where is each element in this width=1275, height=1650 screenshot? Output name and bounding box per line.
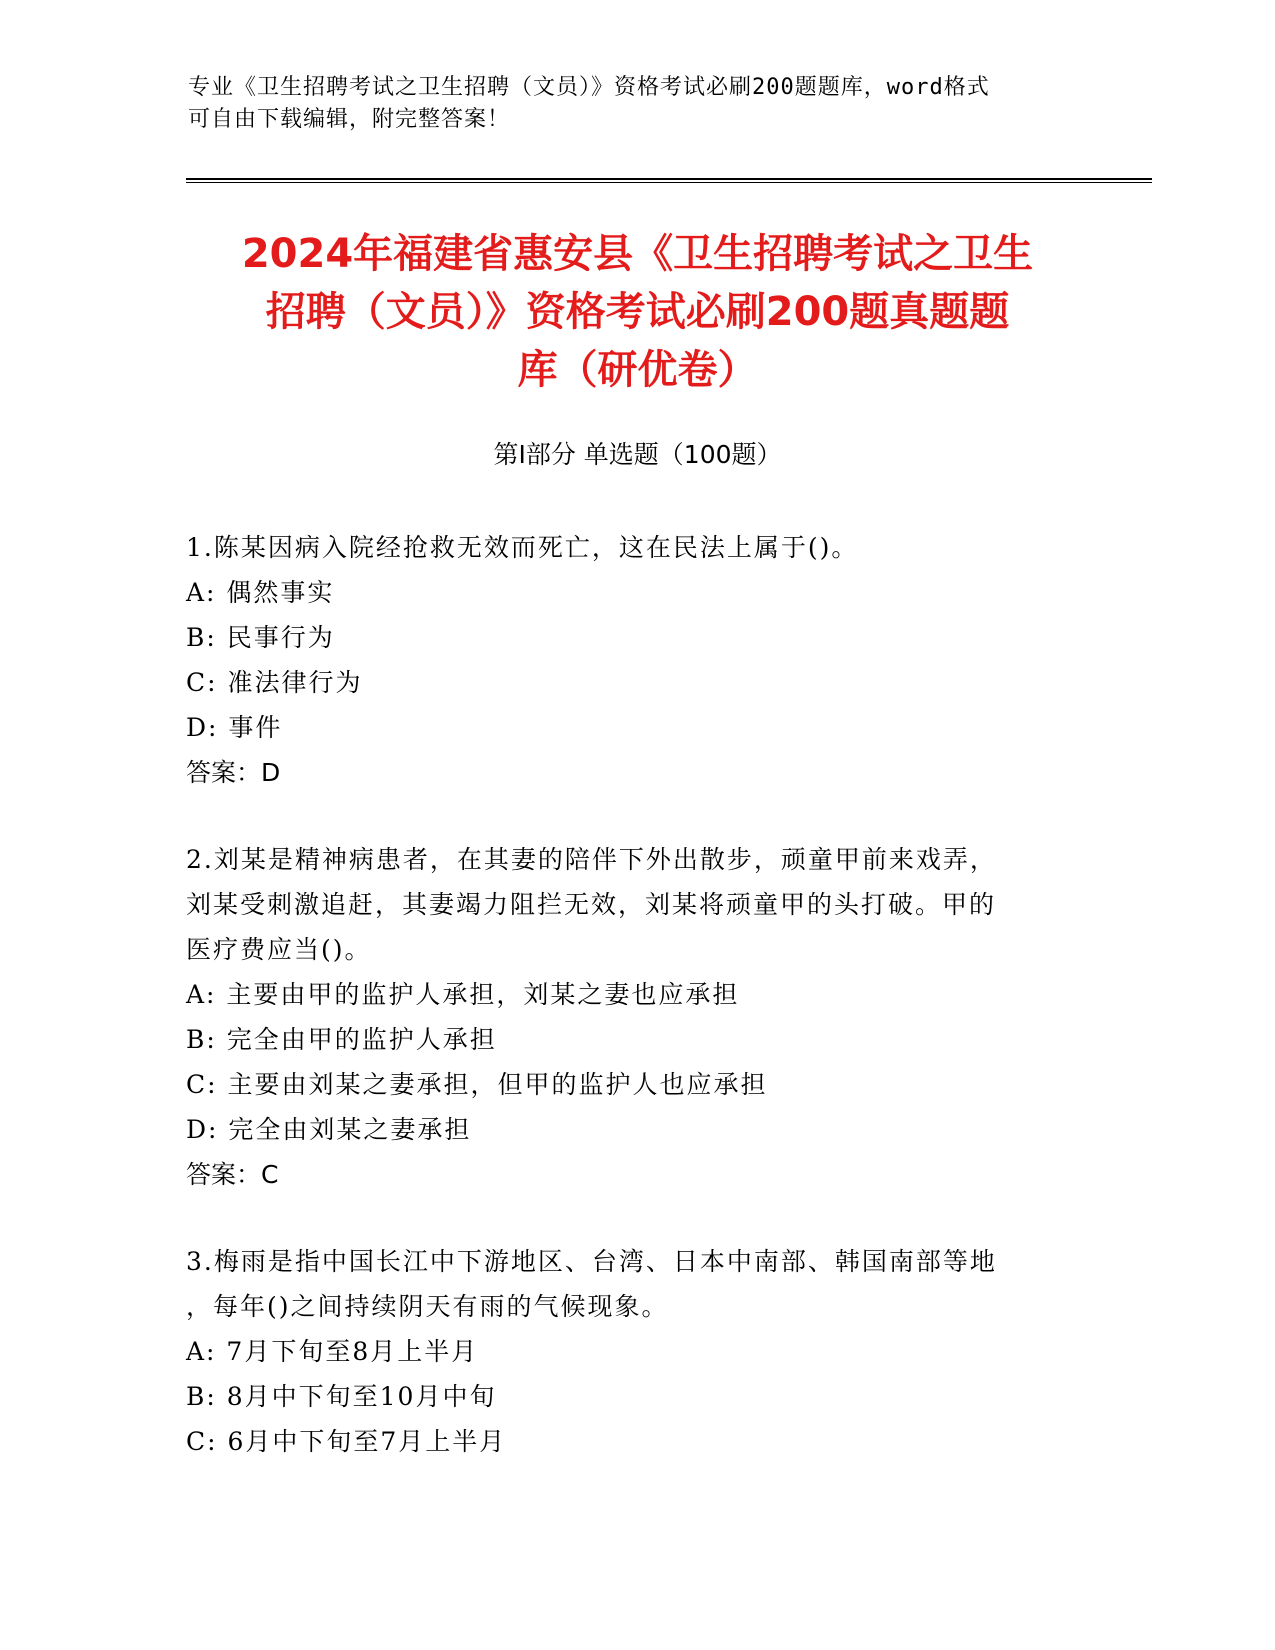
header-note-line: 专业《卫生招聘考试之卫生招聘（文员）》资格考试必刷200题题库，word格式 xyxy=(188,75,990,100)
question-text: 医疗费应当()。 xyxy=(186,935,372,964)
option-b: B: 完全由甲的监护人承担 xyxy=(186,1025,497,1054)
question-text: ，每年()之间持续阴天有雨的气候现象。 xyxy=(186,1292,669,1321)
question-text: 1.陈某因病入院经抢救无效而死亡，这在民法上属于()。 xyxy=(186,533,859,562)
header-note xyxy=(188,72,1088,136)
document-title-line: 招聘（文员）》资格考试必刷200题真题题 xyxy=(265,289,1010,335)
document-title-line: 2024年福建省惠安县《卫生招聘考试之卫生 xyxy=(241,231,1034,277)
option-a: A: 7月下旬至8月上半月 xyxy=(186,1337,479,1366)
option-c: C: 主要由刘某之妻承担，但甲的监护人也应承担 xyxy=(186,1070,768,1099)
question-3 xyxy=(186,1239,1086,1464)
header-note-line: 可自由下载编辑，附完整答案！ xyxy=(188,107,511,132)
header-divider xyxy=(186,178,1152,180)
answer: 答案：D xyxy=(186,758,281,787)
option-a: A: 偶然事实 xyxy=(186,578,335,607)
question-list xyxy=(186,525,1086,1506)
option-b: B: 8月中下旬至10月中旬 xyxy=(186,1382,497,1411)
option-d: D: 完全由刘某之妻承担 xyxy=(186,1115,472,1144)
header-divider-thin xyxy=(186,182,1152,183)
question-1 xyxy=(186,525,1086,795)
option-a: A: 主要由甲的监护人承担，刘某之妻也应承担 xyxy=(186,980,740,1009)
document-title xyxy=(150,225,1125,399)
document-title-line: 库（研优卷） xyxy=(517,347,758,393)
option-c: C: 6月中下旬至7月上半月 xyxy=(186,1427,507,1456)
question-text: 3.梅雨是指中国长江中下游地区、台湾、日本中南部、韩国南部等地 xyxy=(186,1247,997,1276)
question-text: 2.刘某是精神病患者，在其妻的陪伴下外出散步，顽童甲前来戏弄， xyxy=(186,845,997,874)
answer: 答案：C xyxy=(186,1160,279,1189)
option-b: B: 民事行为 xyxy=(186,623,335,652)
option-d: D: 事件 xyxy=(186,713,283,742)
question-2 xyxy=(186,837,1086,1197)
option-c: C: 准法律行为 xyxy=(186,668,363,697)
section-title: 第I部分 单选题（100题） xyxy=(493,440,782,469)
question-text: 刘某受刺激追赶，其妻竭力阻拦无效，刘某将顽童甲的头打破。甲的 xyxy=(186,890,997,919)
